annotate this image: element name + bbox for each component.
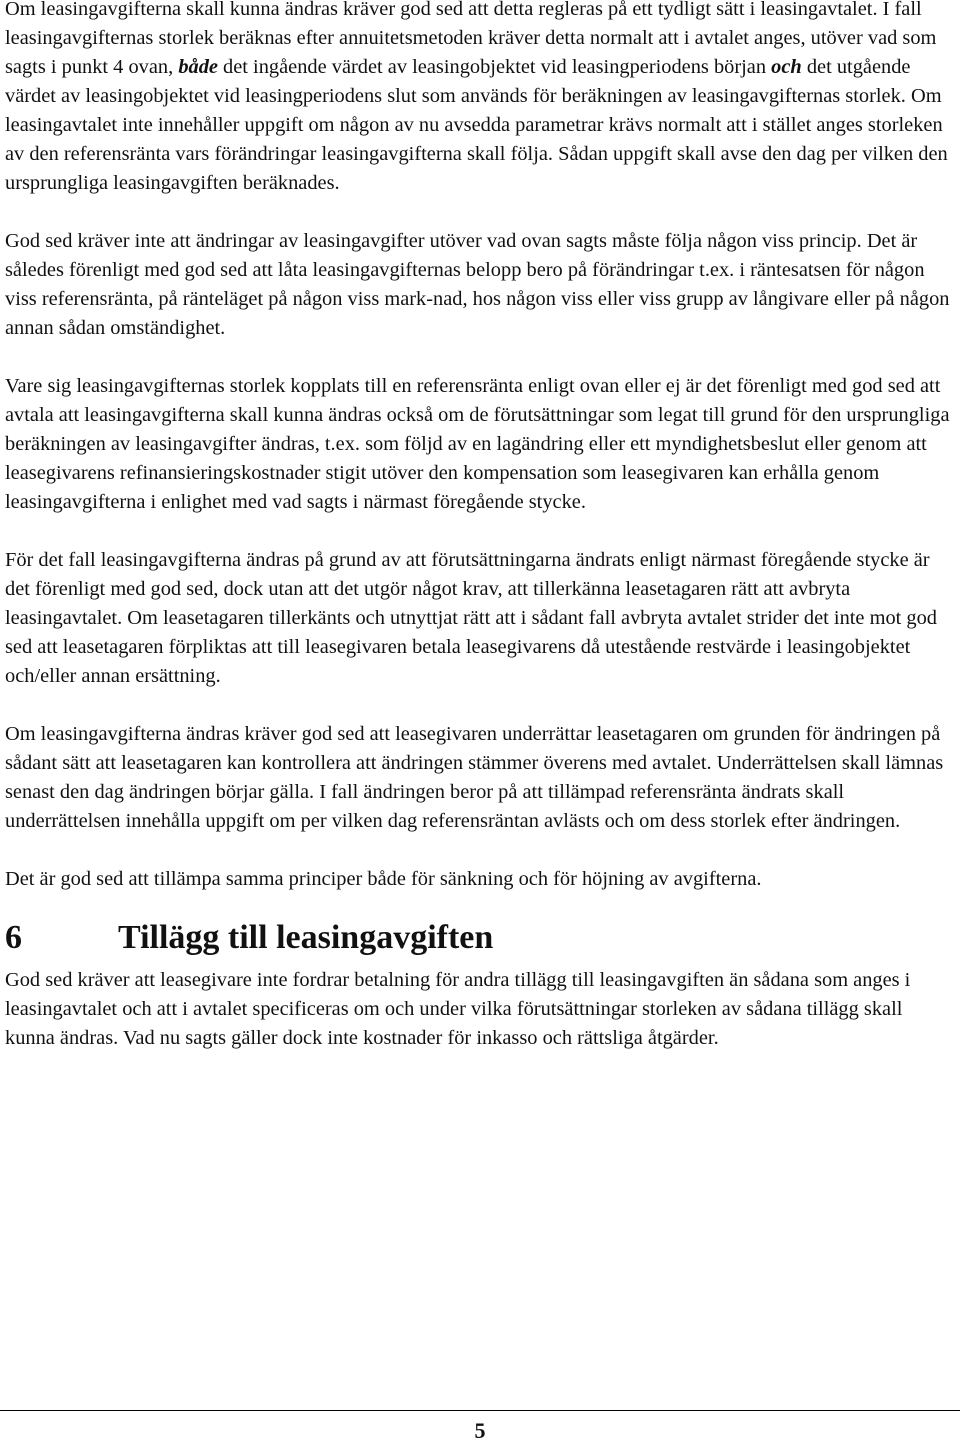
paragraph-2: God sed kräver inte att ändringar av leasingavgifter utöver vad ovan sagts måste följa någon viss princip. Det är således förenligt med god sed att låta leasingavgifternas belopp bero på förändringar t.ex. i räntesatsen för någon viss referensränta, på ränteläget på någon viss mark-nad, hos någon viss eller viss grupp av långivare eller på någon annan sådan omständighet. xyxy=(5,230,950,339)
page-number: 5 xyxy=(474,1418,486,1443)
paragraph-1-part-2: det ingående värdet av leasingobjektet vid leasingperiodens början xyxy=(217,56,772,78)
section-title: Tillägg till leasingavgiften xyxy=(118,919,494,956)
emphasis-bade: både xyxy=(178,56,218,78)
paragraph-1-part-1: Om leasingavgifterna skall kunna ändras kräver god sed att detta regleras på ett tydligt sätt i leasingavtalet. I fall leasingavgifternas storlek beräknas efter annuitetsmetoden kräver detta normalt att i avtalet anges, utöver vad som sagts i punkt 4 ovan, xyxy=(5,0,937,78)
emphasis-och: och xyxy=(771,56,802,78)
paragraph-1-part-3: det utgående värdet av leasingobjektet vid leasingperiodens slut som används för beräkningen av leasingavgifternas storlek. Om leasingavtalet inte innehåller uppgift om någon av nu avsedda parametrar krävs normalt att i stället anges storleken av den referensränta vars förändringar leasingavgifterna skall följa. Sådan uppgift skall avse den dag per vilken den ursprungliga leasingavgiften beräknades. xyxy=(5,56,948,194)
paragraph-3: Vare sig leasingavgifternas storlek kopplats till en referensränta enligt ovan eller ej är det förenligt med god sed att avtala att leasingavgifterna skall kunna ändras också om de förutsättningar som legat till grund för den ursprungliga beräkningen av leasingavgifter ändras, t.ex. som följd av en lagändring eller ett myndighetsbeslut eller genom att leasegivarens refinansieringskostnader stigit utöver den kompensation som leasegivaren kan erhålla genom leasingavgifterna i enlighet med vad sagts i närmast föregående stycke. xyxy=(5,375,950,513)
section-number: 6 xyxy=(5,919,22,956)
section-heading xyxy=(5,916,953,960)
paragraph-1 xyxy=(5,0,953,198)
document-page xyxy=(5,0,953,1053)
paragraph-4: För det fall leasingavgifterna ändras på grund av att förutsättningarna ändrats enligt närmast föregående stycke är det förenligt med god sed, dock utan att det utgör något krav, att tillerkänna leasetagaren rätt att avbryta leasingavtalet. Om leasetagaren tillerkänts och utnyttjat rätt att i sådant fall avbryta avtalet strider det inte mot god sed att leasetagaren förpliktas att till leasegivaren betala leasegivarens då utestående restvärde i leasingobjektet och/eller annan ersättning. xyxy=(5,549,937,687)
paragraph-5: Om leasingavgifterna ändras kräver god sed att leasegivaren underrättar leasetagaren om grunden för ändringen på sådant sätt att leasetagaren kan kontrollera att ändringen stämmer överens med avtalet. Underrättelsen skall lämnas senast den dag ändringen börjar gälla. I fall ändringen beror på att tillämpad referensränta ändrats skall underrättelsen innehålla uppgift om per vilken dag referensräntan avlästs och om dess storlek efter ändringen. xyxy=(5,723,944,832)
section-body: God sed kräver att leasegivare inte fordrar betalning för andra tillägg till leasingavgiften än sådana som anges i leasingavtalet och att i avtalet specificeras om och under vilka förutsättningar storleken av sådana tillägg skall kunna ändras. Vad nu sagts gäller dock inte kostnader för inkasso och rättsliga åtgärder. xyxy=(5,969,911,1049)
paragraph-6: Det är god sed att tillämpa samma principer både för sänkning och för höjning av avgifterna. xyxy=(5,868,762,890)
footer-divider xyxy=(0,1410,960,1411)
